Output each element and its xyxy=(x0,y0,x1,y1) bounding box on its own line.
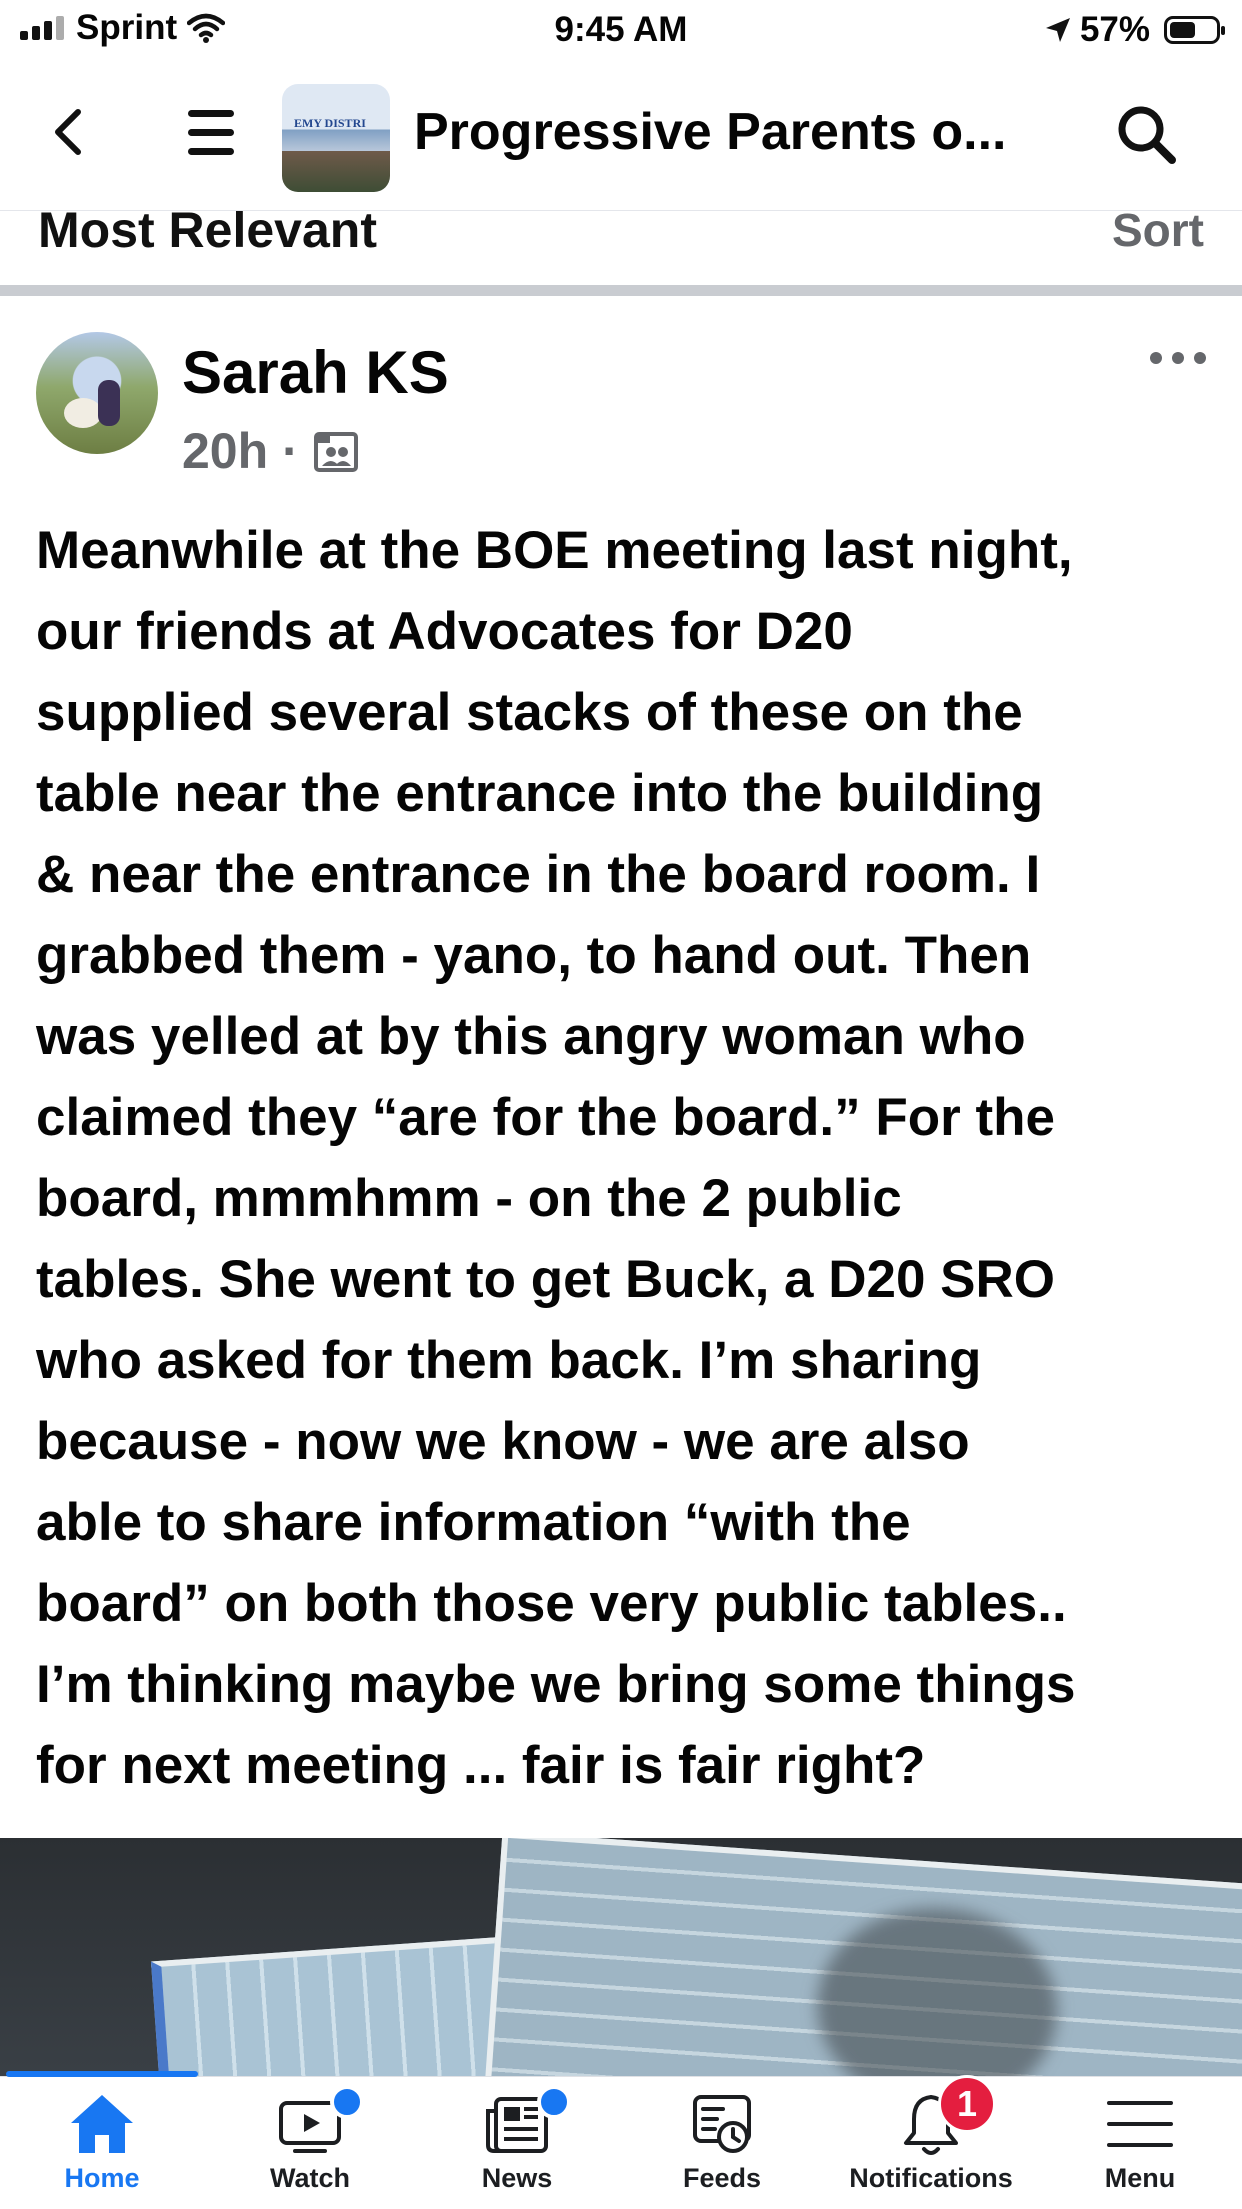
post-meta xyxy=(182,422,359,480)
menu-icon[interactable] xyxy=(188,110,248,162)
active-tab-indicator xyxy=(6,2071,198,2077)
tab-watch[interactable] xyxy=(210,2089,410,2205)
battery-icon xyxy=(1164,16,1220,44)
post-body: Meanwhile at the BOE meeting last night, our friends at Advocates for D20 supplied several stacks of these on the table near the entrance into the building & near the entrance in the board room. I grabbed them - yano, to hand out. Then was yelled at by this angry woman who claimed they “are for the board.” For the board, mmmhmm - on the 2 public tables. She went to get Buck, a D20 SRO who asked for them back. I’m sharing because - now we know - we are also able to share information “with the board” on both those very public tables.. I’m thinking maybe we bring some things for next meeting ... fair is fair right? xyxy=(36,521,1076,1795)
meta-separator: · xyxy=(282,423,299,479)
post-timestamp[interactable]: 20h xyxy=(182,423,269,479)
tab-menu[interactable] xyxy=(1040,2089,1240,2205)
watch-notification-dot xyxy=(330,2085,364,2119)
tab-feeds[interactable] xyxy=(622,2089,822,2205)
menu-lines-icon xyxy=(1105,2089,1175,2159)
avatar-person xyxy=(98,380,120,426)
bottom-tab-bar xyxy=(0,2076,1242,2209)
notification-badge: 1 xyxy=(938,2075,996,2133)
group-header xyxy=(0,62,1242,214)
tab-news[interactable] xyxy=(417,2089,617,2205)
feeds-icon xyxy=(687,2089,757,2159)
status-bar xyxy=(0,0,1242,62)
tab-label: Home xyxy=(64,2163,140,2193)
section-divider xyxy=(0,285,1242,296)
sort-button[interactable]: Sort xyxy=(1112,210,1204,256)
comment-sort-row xyxy=(0,210,1242,287)
group-audience-icon xyxy=(313,428,359,474)
back-icon[interactable] xyxy=(40,102,100,162)
tab-label: Menu xyxy=(1104,2163,1176,2193)
battery-percent: 57% xyxy=(1079,10,1150,49)
author-avatar[interactable] xyxy=(36,332,158,454)
status-right xyxy=(1044,10,1220,50)
news-notification-dot xyxy=(537,2085,571,2119)
search-icon[interactable] xyxy=(1112,100,1182,170)
tab-notifications[interactable] xyxy=(826,2083,1036,2205)
group-avatar[interactable] xyxy=(282,84,390,192)
sort-label[interactable]: Most Relevant xyxy=(38,210,377,258)
tab-label: Notifications xyxy=(849,2163,1013,2193)
flyer-card xyxy=(479,1838,1242,2084)
battery-level xyxy=(1170,22,1195,38)
tab-label: Feeds xyxy=(682,2163,762,2193)
author-name[interactable]: Sarah KS xyxy=(182,339,449,406)
location-arrow-icon xyxy=(1044,16,1072,44)
carrier-name: Sprint xyxy=(76,8,178,47)
avatar-dog xyxy=(64,398,102,428)
home-icon xyxy=(67,2089,137,2159)
more-options-icon[interactable] xyxy=(1150,352,1206,372)
group-avatar-logo: EMY DISTRI xyxy=(294,116,366,130)
tab-home[interactable] xyxy=(2,2089,202,2205)
tab-label: News xyxy=(481,2163,553,2193)
tab-label: Watch xyxy=(270,2163,350,2193)
group-title[interactable]: Progressive Parents o... xyxy=(414,103,1007,161)
status-time: 9:45 AM xyxy=(554,10,688,49)
post-photo[interactable] xyxy=(0,1838,1242,2084)
